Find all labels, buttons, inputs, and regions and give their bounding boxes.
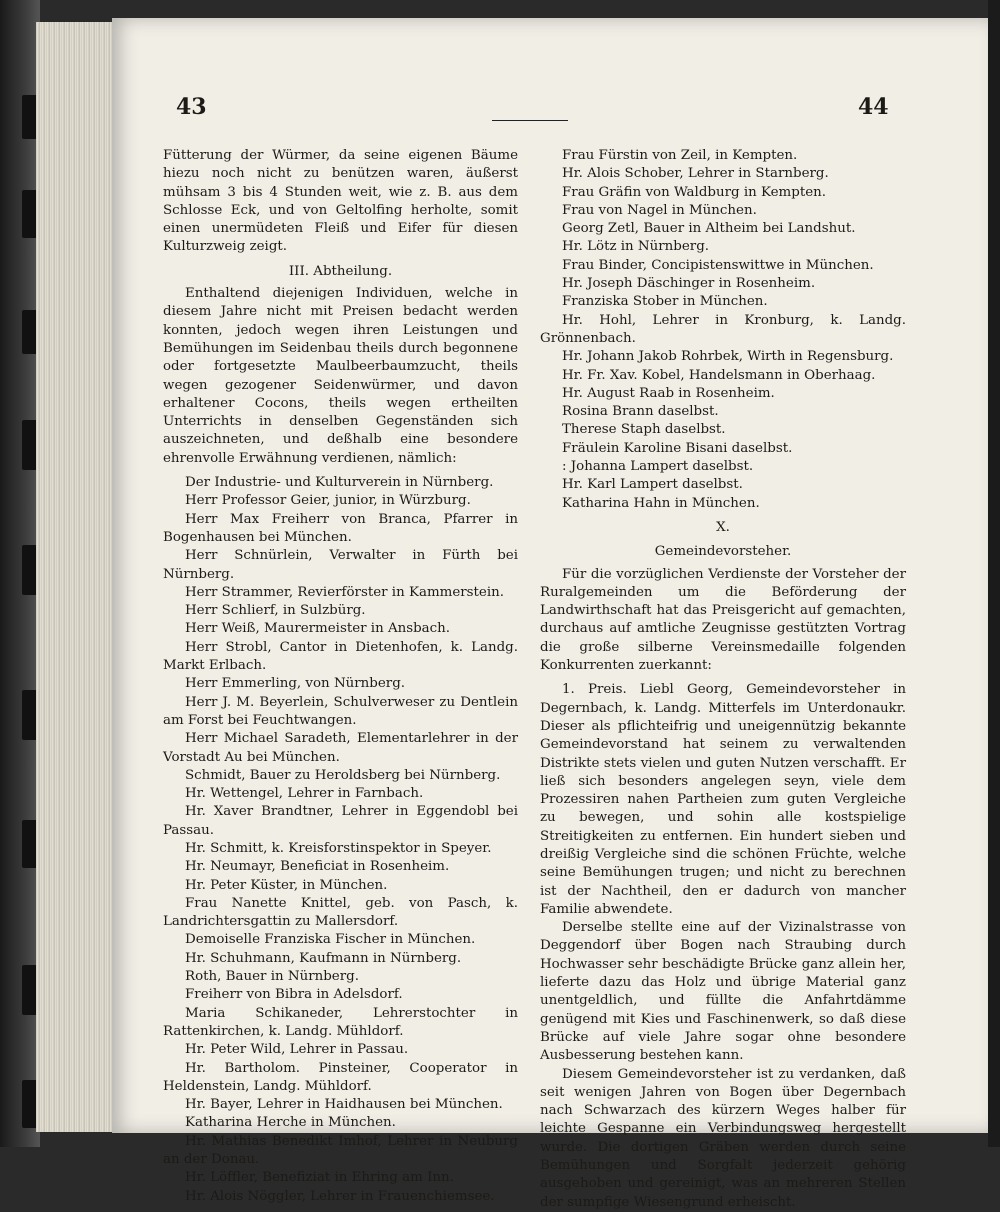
section-heading: Gemeindevorsteher. (654, 544, 792, 560)
header-rule (492, 120, 568, 121)
text-paragraph: Katharina Herche in München. (185, 1115, 396, 1131)
text-paragraph: Herr Schlierf, in Sulzbürg. (185, 603, 366, 619)
text-paragraph: Herr Emmerling, von Nürnberg. (185, 676, 406, 692)
text-paragraph: Hr. Schuhmann, Kaufmann in Nürnberg. (185, 950, 462, 966)
text-paragraph: Hr. Bayer, Lehrer in Haidhausen bei München. (185, 1097, 503, 1113)
text-paragraph: Diesem Gemeindevorsteher ist zu verdanken, daß seit wenigen Jahren von Bogen über Degernbach nach Schwarzach des kürzern Weges halber für leichte Gespanne ein Verbindungsweg hergestellt wurde. Die dortigen Gräben werden durch seine Bemühungen und Sorgfalt jederzeit gehörig ausgehoben und gereinigt, was an mehreren Stellen der sumpfige Wiesengrund erheischt. (540, 1066, 906, 1210)
text-paragraph: Hr. Löffler, Benefiziat in Ehring am Inn. (185, 1170, 454, 1186)
text-paragraph: Hr. Johann Jakob Rohrbek, Wirth in Regensburg. (562, 349, 894, 365)
text-paragraph: Georg Zetl, Bauer in Altheim bei Landshut. (562, 221, 856, 237)
text-paragraph: Herr Strobl, Cantor in Dietenhofen, k. Landg. Markt Erlbach. (163, 639, 518, 674)
text-paragraph: Frau Binder, Concipistenswittwe in München. (562, 257, 874, 273)
text-paragraph: Hr. Alois Nöggler, Lehrer in Frauenchiemsee. (185, 1188, 495, 1204)
text-paragraph: Therese Staph daselbst. (562, 422, 726, 438)
text-paragraph: Hr. Fr. Xav. Kobel, Handelsmann in Oberhaag. (562, 367, 876, 383)
text-paragraph: Hr. Peter Wild, Lehrer in Passau. (185, 1042, 409, 1058)
text-paragraph: Enthaltend diejenigen Individuen, welche in diesem Jahre nicht mit Preisen bedacht werden konnten, jedoch wegen ihren Leistungen und Bemühungen im Seidenbau theils durch begonnene oder fortgesetzte Maulbeerbaumzucht, theils wegen gezogener Seidenwürmer, und davon erhaltener Cocons, theils wegen ertheilten Unterrichts in denselben Gegenständen sich auszeichneten, und deßhalb eine besondere ehrenvolle Erwähnung verdienen, nämlich: (163, 286, 518, 466)
text-paragraph: Herr Weiß, Maurermeister in Ansbach. (185, 621, 451, 637)
right-text-column (540, 147, 906, 1212)
text-paragraph: Herr J. M. Beyerlein, Schulverweser zu Dentlein am Forst bei Feuchtwangen. (163, 694, 518, 728)
text-paragraph: Frau Nanette Knittel, geb. von Pasch, k. Landrichtersgattin zu Mallersdorf. (163, 895, 518, 930)
text-paragraph: Frau von Nagel in München. (562, 202, 757, 218)
text-paragraph: Demoiselle Franziska Fischer in München. (185, 932, 476, 948)
text-paragraph: Roth, Bauer in Nürnberg. (185, 969, 359, 985)
text-paragraph: Herr Schnürlein, Verwalter in Fürth bei Nürnberg. (163, 548, 518, 582)
text-paragraph: Fräulein Karoline Bisani daselbst. (562, 440, 793, 456)
text-paragraph: Freiherr von Bibra in Adelsdorf. (185, 987, 403, 1003)
text-paragraph: Hr. Neumayr, Beneficiat in Rosenheim. (185, 859, 450, 875)
text-paragraph: Der Industrie- und Kulturverein in Nürnberg. (185, 475, 494, 491)
text-paragraph: Hr. Hohl, Lehrer in Kronburg, k. Landg. Grönnenbach. (540, 312, 906, 346)
text-paragraph: Maria Schikaneder, Lehrerstochter in Rattenkirchen, k. Landg. Mühldorf. (163, 1005, 518, 1039)
text-paragraph: Frau Gräfin von Waldburg in Kempten. (562, 184, 827, 200)
text-paragraph: 1. Preis. Liebl Georg, Gemeindevorsteher in Degernbach, k. Landg. Mitterfels im Unterdonaukr. Dieser als pflichteifrig und uneigennützig bekannte Gemeindevorstand hat seinem zu verwaltenden Distrikte stets vielen und guten Nutzen verschafft. Er ließ sich besonders angelegen seyn, viele dem Prozessiren nahen Partheien zum guten Vergleiche zu bewegen, und sohin alle kostspielige Streitigkeiten zu entfernen. Ein hundert sieben und dreißig Vergleiche sind die schönen Früchte, welche seine Bemühungen trugen; und nicht zu berechnen ist der Nachtheil, den er dadurch von mancher Familie abwendete. (540, 682, 906, 917)
page-number-right: 44 (858, 94, 889, 120)
text-paragraph: Hr. Karl Lampert daselbst. (562, 477, 743, 493)
text-paragraph: Hr. Joseph Däschinger in Rosenheim. (562, 276, 816, 292)
text-paragraph: Hr. Schmitt, k. Kreisforstinspektor in Speyer. (185, 840, 492, 856)
text-paragraph: Katharina Hahn in München. (562, 495, 760, 511)
scan-border (988, 0, 1000, 1147)
text-paragraph: Frau Fürstin von Zeil, in Kempten. (562, 148, 798, 163)
text-paragraph: Schmidt, Bauer zu Heroldsberg bei Nürnberg. (185, 767, 501, 783)
text-paragraph: : Johanna Lampert daselbst. (562, 459, 754, 475)
text-paragraph: Hr. August Raab in Rosenheim. (562, 385, 775, 401)
text-paragraph: Hr. Wettengel, Lehrer in Farnbach. (185, 786, 424, 802)
text-paragraph: Herr Max Freiherr von Branca, Pfarrer in Bogenhausen bei München. (163, 511, 518, 545)
page-number-left: 43 (176, 94, 207, 120)
text-paragraph: Hr. Xaver Brandtner, Lehrer in Eggendobl bei Passau. (163, 804, 518, 838)
text-paragraph: Herr Professor Geier, junior, in Würzburg. (185, 493, 471, 509)
text-paragraph: Für die vorzüglichen Verdienste der Vorsteher der Ruralgemeinden um die Beförderung der Landwirthschaft hat das Preisgericht auf gemachten, durchaus auf amtliche Zeugnisse gestützten Vortrag die große silberne Vereinsmedaille folgenden Konkurrenten zuerkannt: (540, 566, 906, 674)
text-paragraph: Herr Strammer, Revierförster in Kammerstein. (185, 584, 505, 600)
text-paragraph: Hr. Alois Schober, Lehrer in Starnberg. (562, 166, 829, 182)
text-paragraph: Franziska Stober in München. (562, 294, 768, 310)
text-paragraph: Herr Michael Saradeth, Elementarlehrer in der Vorstadt Au bei München. (163, 731, 518, 765)
text-paragraph: Derselbe stellte eine auf der Vizinalstrasse von Deggendorf über Bogen nach Straubing durch Hochwasser sehr beschädigte Brücke ganz allein her, lieferte dazu das Holz und übrige Material ganz unentgeldlich, und füllte die Anfahrtdämme genügend mit Kies und Faschinenwerk, so daß diese Brücke auf viele Jahre sogar ohne besondere Ausbesserung bestehen kann. (540, 920, 906, 1064)
text-paragraph: Fütterung der Würmer, da seine eigenen Bäume hiezu noch nicht zu benützen waren, äußerst mühsam 3 bis 4 Stunden weit, wie z. B. aus dem Schlosse Eck, und von Geltolfing herholte, somit einen unermüdeten Fleiß und Eifer für diesen Kulturzweig zeigt. (163, 148, 518, 255)
section-heading: III. Abtheilung. (288, 263, 393, 279)
text-paragraph: Hr. Lötz in Nürnberg. (562, 239, 710, 255)
section-heading: X. (716, 519, 730, 535)
left-text-column (163, 147, 518, 1206)
text-paragraph: Hr. Mathias Benedikt Imhof, Lehrer in Neuburg an der Donau. (163, 1133, 518, 1168)
text-paragraph: Hr. Bartholom. Pinsteiner, Cooperator in Heldenstein, Landg. Mühldorf. (163, 1060, 518, 1094)
text-paragraph: Rosina Brann daselbst. (562, 404, 719, 420)
text-paragraph: Hr. Peter Küster, in München. (185, 877, 388, 893)
